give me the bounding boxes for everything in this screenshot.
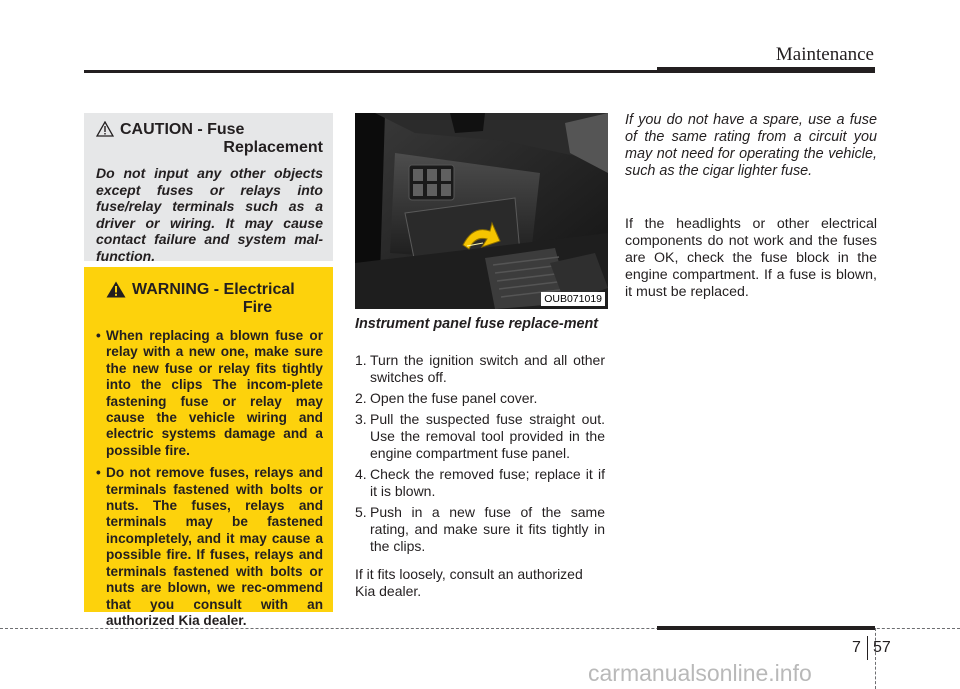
- step-item: [355, 352, 605, 386]
- section-title: Maintenance: [775, 44, 874, 65]
- page-number-divider: [867, 636, 868, 660]
- step-item: [355, 466, 605, 500]
- spare-fuse-note: If you do not have a spare, use a fuse of the same rating from a circuit you may not need for operating the vehicle, such as the cigar lighter fuse.: [625, 112, 877, 179]
- step-item: [355, 411, 605, 462]
- step-number: 2.: [355, 390, 367, 406]
- watermark[interactable]: carmanualsonline.info: [588, 660, 812, 686]
- warning-list: [96, 328, 323, 629]
- fuse-panel-illustration: [355, 113, 608, 309]
- footer-rule-accent: [657, 626, 875, 630]
- chapter-number: 7: [852, 639, 861, 656]
- figure-code: OUB071019: [541, 292, 605, 306]
- warning-heading-line1: WARNING - Electrical: [132, 281, 295, 298]
- page-number: 57: [873, 639, 891, 656]
- warning-heading: [96, 281, 323, 317]
- step-text: Pull the suspected fuse straight out. Use the removal tool provided in the engine compartment fuse panel.: [370, 411, 605, 461]
- caution-heading-line2: Replacement: [223, 139, 323, 156]
- warning-item: • Do not remove fuses, relays and terminals fastened with bolts or nuts. The fuses, relays and terminals may be fastened incompletely, and it may cause a possible fire. If fuses, relays and terminals fastened with bolts or nuts are blown, we rec-ommend that you consult with an authorized Kia dealer.: [96, 465, 323, 629]
- caution-triangle-icon: [96, 121, 114, 137]
- warning-heading-line2: Fire: [242, 299, 273, 316]
- caution-heading-line1: CAUTION - Fuse: [120, 121, 245, 138]
- warning-item: • When replacing a blown fuse or relay with a new one, make sure the new fuse or relay fits tightly into the clips The incom-plete fastening fuse or relay may cause the vehicle wiring and electric systems damage and a possible fire.: [96, 328, 323, 459]
- step-number: 5.: [355, 504, 367, 520]
- procedure-steps: [355, 352, 605, 559]
- caution-body: Do not input any other objects except fuses or relays into fuse/relay terminals such as a driver or wiring. It may cause contact failure and system mal-function.: [96, 165, 323, 264]
- step-text: Turn the ignition switch and all other switches off.: [370, 352, 605, 385]
- caution-heading: [96, 121, 323, 157]
- footer-separator: [875, 628, 876, 689]
- step-text: Push in a new fuse of the same rating, and make sure it fits tightly in the clips.: [370, 504, 605, 554]
- step-number: 3.: [355, 411, 367, 427]
- step-number: 4.: [355, 466, 367, 482]
- header-rule-accent: [657, 67, 875, 73]
- step-text: Check the removed fuse; replace it if it is blown.: [370, 466, 605, 499]
- step-text: Open the fuse panel cover.: [370, 390, 538, 406]
- closing-paragraph: If it fits loosely, consult an authorized Kia dealer.: [355, 566, 583, 599]
- warning-triangle-icon: [106, 281, 126, 298]
- caution-box: [84, 113, 333, 264]
- fuse-panel-photo: [355, 113, 608, 309]
- figure-caption: Instrument panel fuse replace-ment: [355, 316, 599, 332]
- step-number: 1.: [355, 352, 367, 368]
- engine-fuse-paragraph: If the headlights or other electrical components do not work and the fuses are OK, check the fuse block in the engine compartment. If a fuse is blown, it must be replaced.: [625, 216, 877, 300]
- step-item: [355, 390, 605, 407]
- warning-box: [84, 267, 333, 628]
- step-item: [355, 504, 605, 555]
